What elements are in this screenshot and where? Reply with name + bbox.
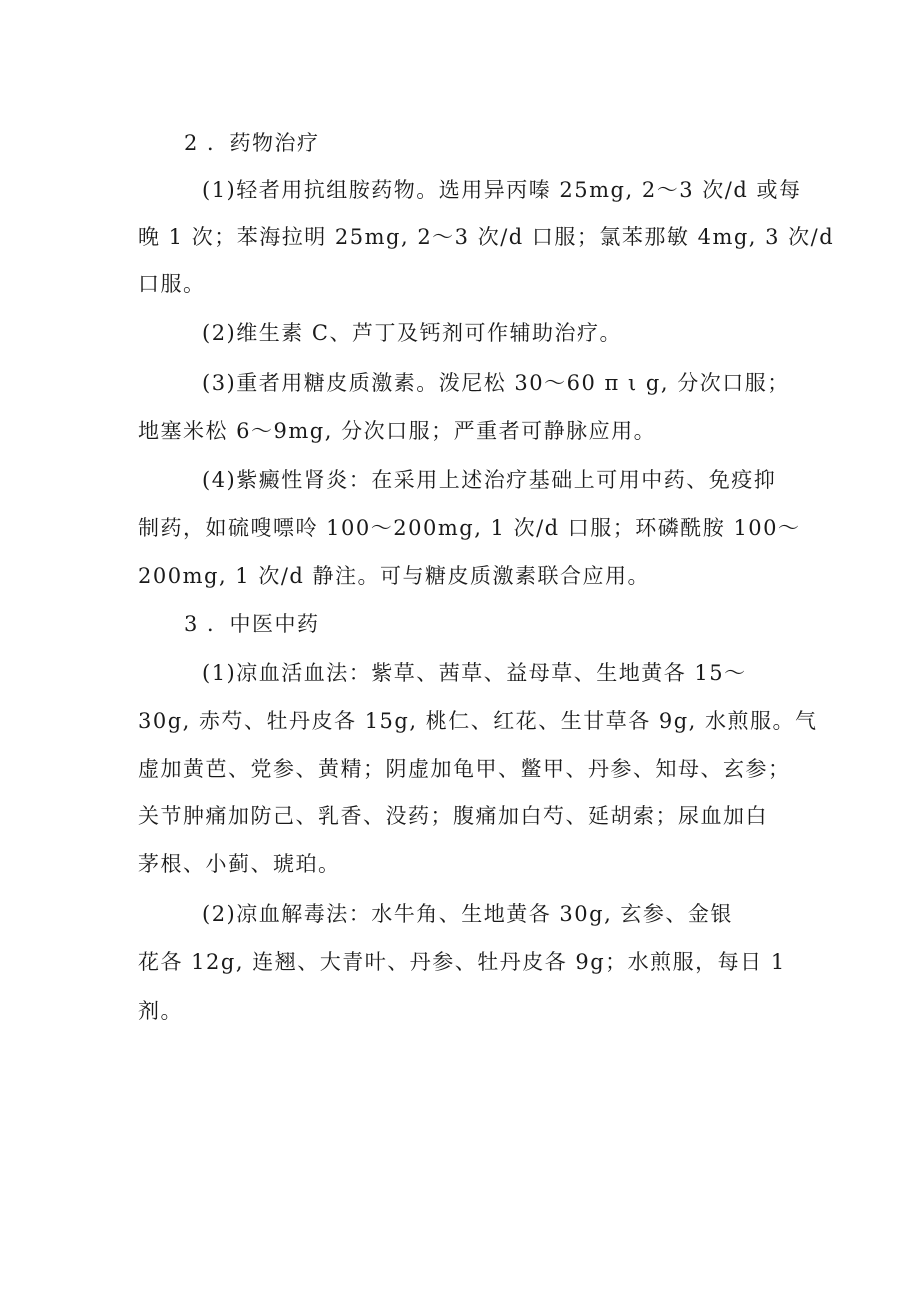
paragraph-line: (1)轻者用抗组胺药物。选用异丙嗪 25mg, 2～3 次/d 或每 bbox=[202, 178, 802, 202]
paragraph-line: 关节肿痛加防己、乳香、没药；腹痛加白芍、延胡索；尿血加白 bbox=[138, 804, 768, 828]
paragraph-line: (2)凉血解毒法：水牛角、生地黄各 30g, 玄参、金银 bbox=[202, 902, 733, 926]
paragraph-line: 地塞米松 6～9mg, 分次口服；严重者可静脉应用。 bbox=[138, 419, 657, 443]
paragraph-line: 剂。 bbox=[138, 999, 183, 1023]
paragraph-line: 制药，如硫嗖嘌呤 100～200mg, 1 次/d 口服；环磷酰胺 100～ bbox=[138, 516, 801, 540]
paragraph-line: (1)凉血活血法：紫草、茜草、益母草、生地黄各 15～ bbox=[202, 661, 747, 685]
section-2-heading: 2 ．药物治疗 bbox=[184, 131, 320, 155]
paragraph-line: 30g, 赤芍、牡丹皮各 15g, 桃仁、红花、生甘草各 9g, 水煎服。气 bbox=[138, 709, 818, 733]
paragraph-line: 茅根、小蓟、琥珀。 bbox=[138, 852, 341, 876]
paragraph-line: (4)紫癜性肾炎：在采用上述治疗基础上可用中药、免疫抑 bbox=[202, 468, 777, 492]
paragraph-line: (2)维生素 C、芦丁及钙剂可作辅助治疗。 bbox=[202, 321, 622, 345]
section-3-heading: 3 ．中医中药 bbox=[184, 612, 320, 636]
paragraph-line: 200mg, 1 次/d 静注。可与糖皮质激素联合应用。 bbox=[138, 564, 651, 588]
paragraph-line: 虚加黄芭、党参、黄精；阴虚加龟甲、鳖甲、丹参、知母、玄参； bbox=[138, 757, 791, 781]
paragraph-line: 晚 1 次；苯海拉明 25mg, 2～3 次/d 口服；氯苯那敏 4mg, 3 次/d bbox=[138, 225, 835, 249]
paragraph-line: (3)重者用糖皮质激素。泼尼松 30～60 π ι g, 分次口服； bbox=[202, 371, 790, 395]
paragraph-line: 花各 12g, 连翘、大青叶、丹参、牡丹皮各 9g；水煎服，每日 1 bbox=[138, 950, 786, 974]
paragraph-line: 口服。 bbox=[138, 272, 206, 296]
